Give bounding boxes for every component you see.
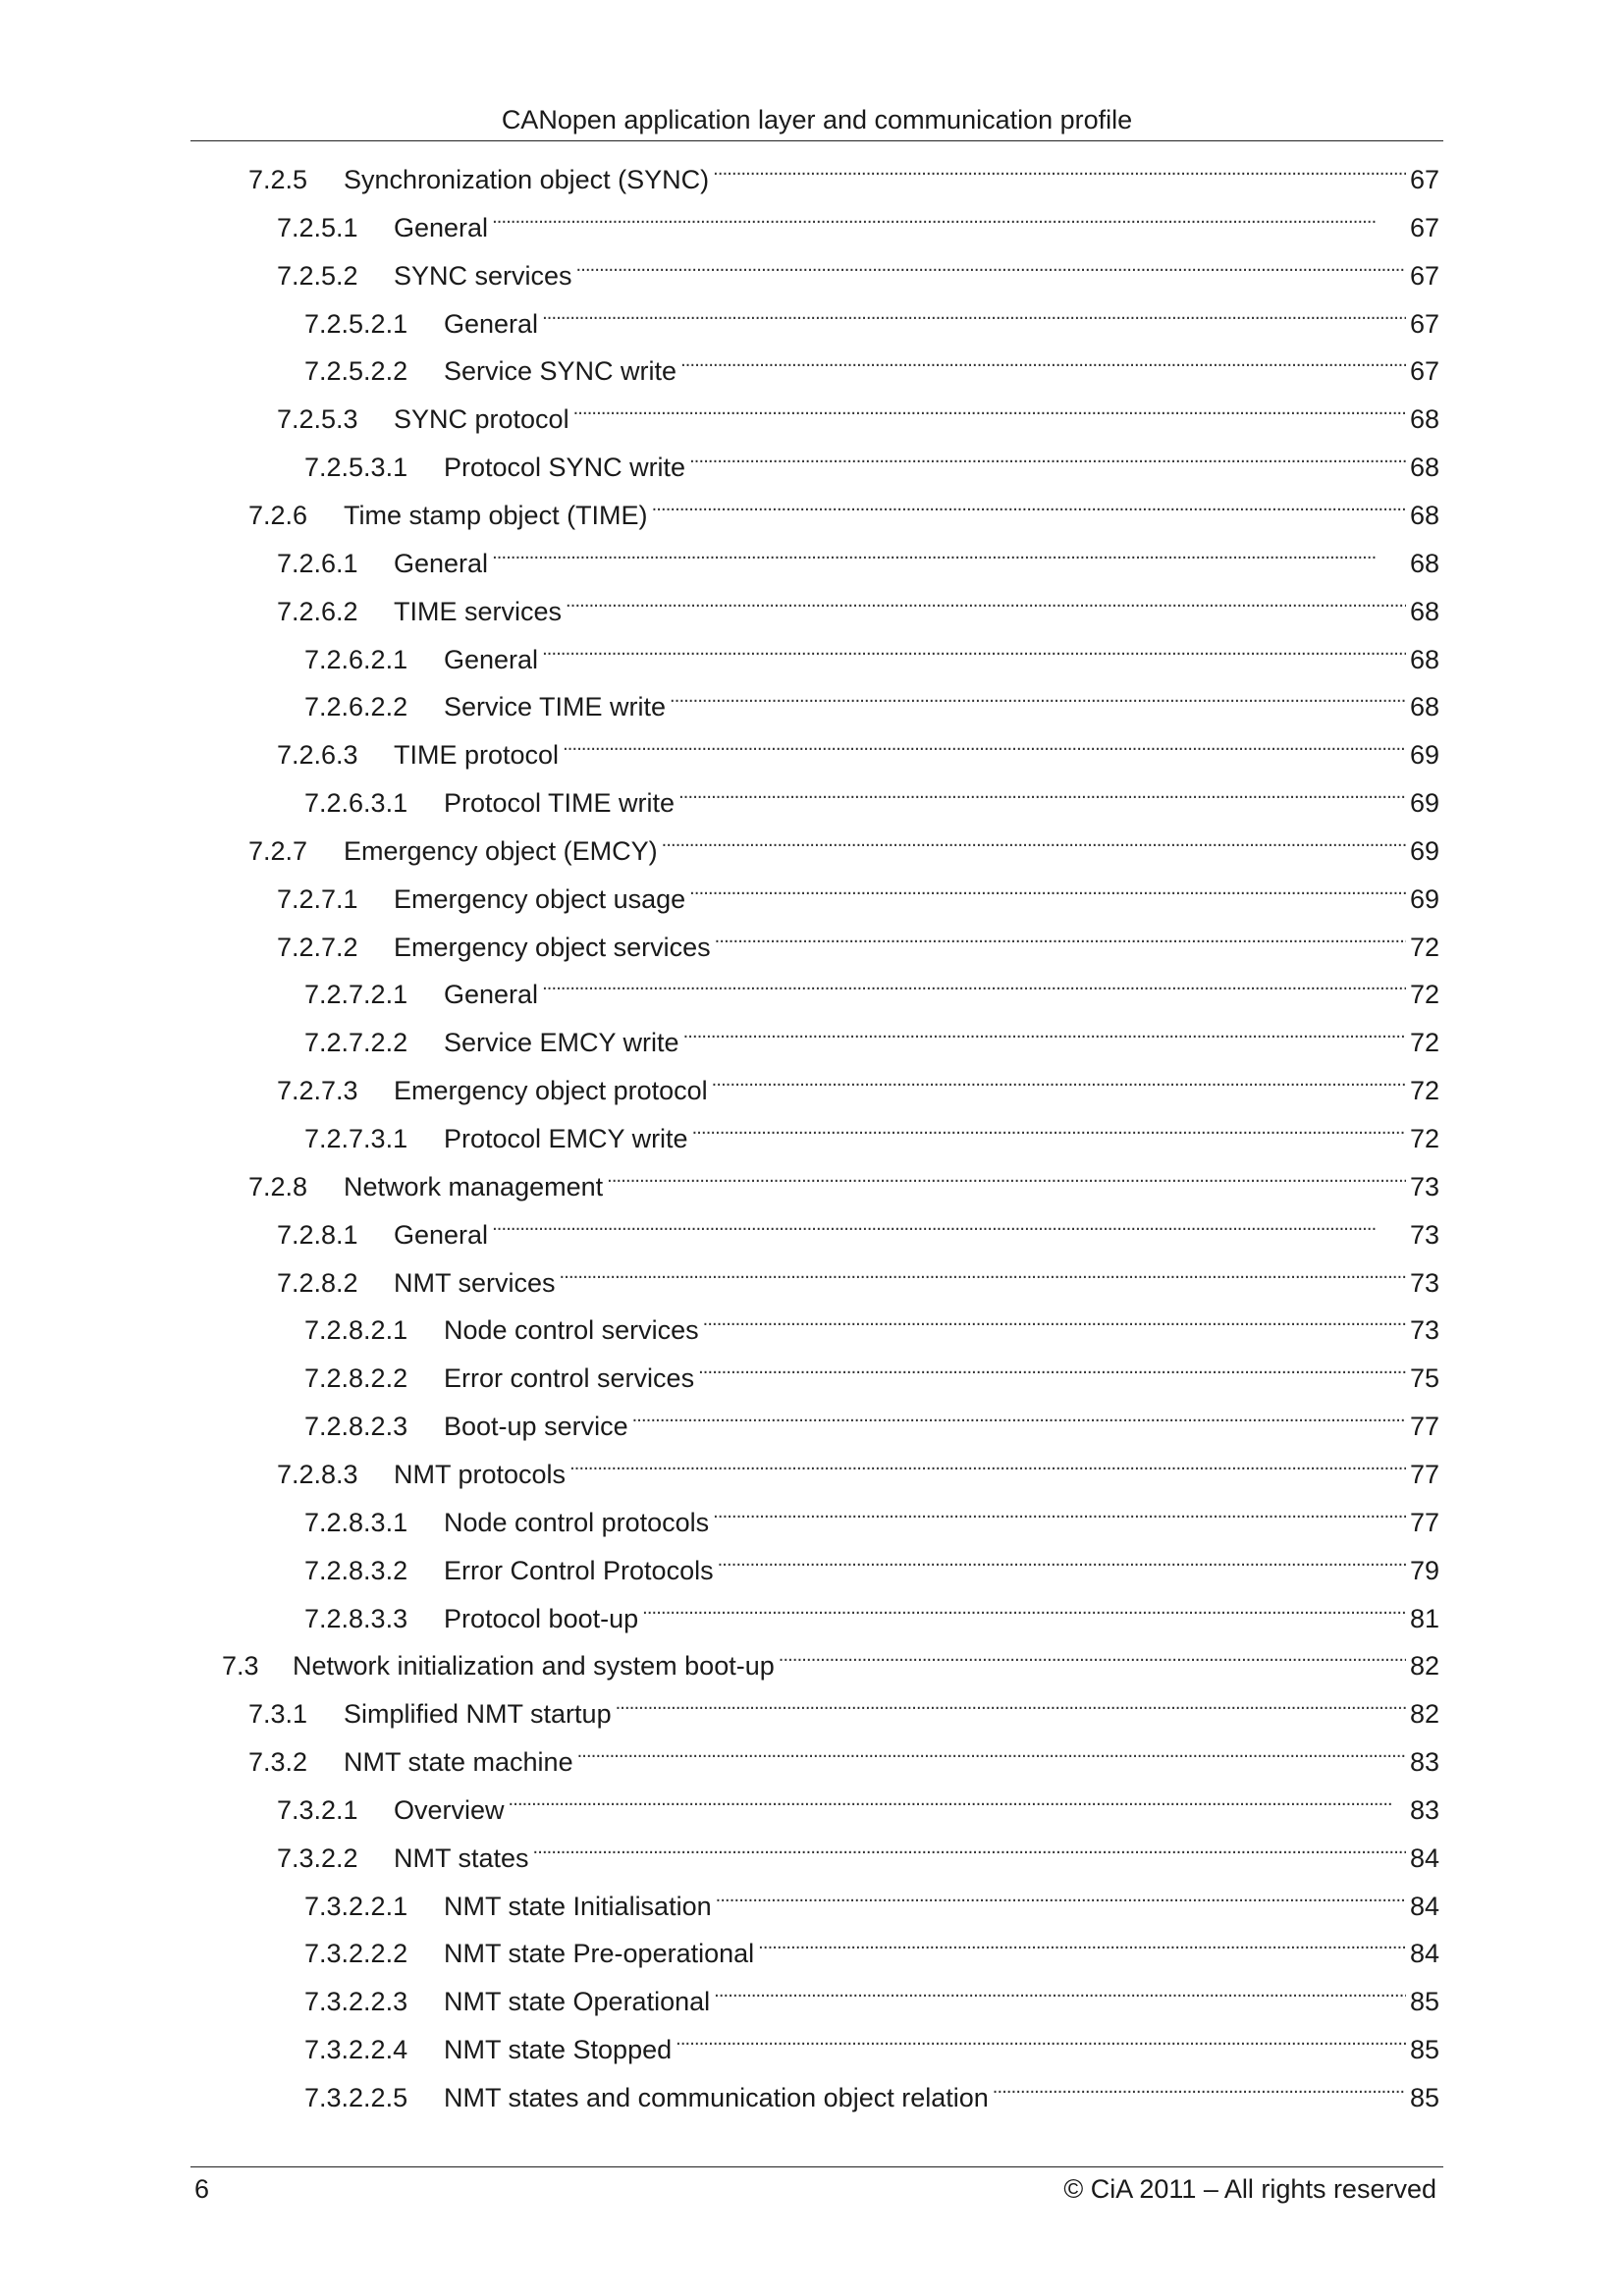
toc-page-number: 84 [1409,1939,1439,1969]
toc-dot-leader [703,1300,1406,1339]
toc-page-number: 72 [1409,1124,1439,1153]
toc-page-number: 68 [1409,453,1439,483]
toc-dot-leader [713,1492,1406,1531]
toc-page-number: 69 [1409,788,1439,819]
toc-section-number: 7.2.6.2 [277,596,358,626]
toc-dot-leader [680,341,1406,380]
toc-page-number: 72 [1409,980,1439,1010]
toc-section-title: NMT services [394,1267,556,1298]
header-rule [190,140,1443,141]
toc-dot-leader [492,1204,1406,1244]
toc-page-number: 73 [1409,1219,1439,1250]
toc-section-number: 7.2.5.1 [277,212,358,242]
toc-section-title: SYNC services [394,260,572,291]
toc-entry[interactable] [277,1253,1439,1298]
toc-section-title: Error Control Protocols [444,1555,714,1585]
toc-page-number: 77 [1409,1507,1439,1537]
toc-page-number: 85 [1409,2035,1439,2065]
toc-section-title: General [444,980,539,1010]
toc-section-title: Node control services [444,1315,699,1346]
toc-section-title: Service SYNC write [444,356,677,387]
toc-section-title: Emergency object usage [394,883,686,914]
toc-dot-leader [689,437,1406,476]
toc-page-number: 68 [1409,596,1439,626]
toc-dot-leader [689,869,1406,908]
toc-section-number: 7.2.6.1 [277,548,358,578]
toc-dot-leader [678,773,1406,812]
toc-entry[interactable] [248,1683,1439,1730]
toc-section-title: Overview [394,1794,505,1825]
toc-section-title: Service EMCY write [444,1028,679,1058]
toc-section-number: 7.2.7.2 [277,932,358,962]
toc-section-number: 7.2.7.3.1 [304,1124,408,1153]
toc-section-title: Service TIME write [444,692,667,722]
toc-section-number: 7.2.8.2.2 [304,1363,408,1394]
toc-section-number: 7.3 [222,1651,259,1682]
toc-dot-leader [577,1732,1406,1771]
toc-section-title: SYNC protocol [394,404,569,435]
toc-entry[interactable] [248,821,1439,866]
toc-section-title: NMT state Initialisation [444,1891,712,1921]
toc-dot-leader [779,1635,1406,1675]
toc-dot-leader [662,821,1406,860]
toc-section-number: 7.2.8.3.3 [304,1603,408,1633]
toc-section-title: General [394,212,489,242]
toc-entry[interactable] [248,485,1439,530]
toc-section-number: 7.2.8.3 [277,1459,358,1489]
toc-section-number: 7.2.5.2 [277,260,358,291]
toc-section-title: NMT state Operational [444,1987,711,2017]
toc-section-title: Protocol TIME write [444,788,676,819]
toc-section-title: Protocol EMCY write [444,1124,688,1153]
toc-page-number: 69 [1409,883,1439,914]
toc-section-title: NMT state machine [344,1747,573,1778]
toc-page-number: 68 [1409,500,1439,530]
toc-section-title: NMT state Pre-operational [444,1939,755,1969]
running-header: CANopen application layer and communication profile [501,105,1133,134]
toc-section-number: 7.2.6.3 [277,740,358,771]
toc-dot-leader [683,1012,1406,1051]
toc-section-title: Protocol boot-up [444,1603,639,1633]
toc-section-title: Time stamp object (TIME) [344,500,648,530]
toc-entry[interactable] [304,1012,1439,1058]
toc-entry[interactable] [304,1971,1439,2017]
toc-entry[interactable] [304,437,1439,483]
toc-section-number: 7.3.2.2 [277,1842,358,1873]
copyright-notice: © CiA 2011 – All rights reserved [1063,2174,1436,2204]
toc-section-number: 7.2.6.3.1 [304,788,408,819]
toc-section-number: 7.2.5.3 [277,404,358,435]
toc-section-number: 7.2.8.3.2 [304,1555,408,1585]
toc-dot-leader [533,1828,1406,1867]
toc-section-title: Emergency object services [394,932,711,962]
toc-section-title: General [444,308,539,339]
toc-section-number: 7.3.2.2.5 [304,2083,408,2112]
toc-dot-leader [576,245,1406,285]
page-number: 6 [194,2174,210,2204]
toc-section-number: 7.2.6.2.2 [304,692,408,722]
toc-page-number: 73 [1409,1315,1439,1346]
toc-page-number: 82 [1409,1699,1439,1730]
toc-page-number: 68 [1409,548,1439,578]
toc-section-title: Error control services [444,1363,695,1394]
toc-section-number: 7.2.5.2.2 [304,356,408,387]
toc-section-number: 7.2.7.2.2 [304,1028,408,1058]
toc-dot-leader [993,2067,1406,2107]
toc-dot-leader [542,629,1406,668]
toc-dot-leader [569,1444,1406,1483]
toc-entry[interactable] [277,1828,1439,1873]
toc-page-number: 79 [1409,1555,1439,1585]
toc-page-number: 67 [1409,260,1439,291]
toc-dot-leader [676,2019,1406,2058]
toc-entry[interactable] [304,1348,1439,1394]
toc-entry[interactable] [304,1876,1439,1921]
toc-section-number: 7.3.1 [248,1699,308,1730]
toc-page-number: 82 [1409,1651,1439,1682]
toc-dot-leader [616,1683,1406,1723]
toc-page-number: 84 [1409,1891,1439,1921]
toc-page-number: 67 [1409,165,1439,194]
toc-page-number: 73 [1409,1171,1439,1201]
toc-entry[interactable] [277,581,1439,626]
toc-entry[interactable] [277,533,1439,578]
toc-section-number: 7.2.8.2.3 [304,1412,408,1442]
toc-dot-leader [713,149,1406,188]
toc-section-number: 7.2.8.1 [277,1219,358,1250]
toc-section-title: Synchronization object (SYNC) [344,165,710,194]
toc-section-title: General [444,644,539,674]
toc-section-title: Boot-up service [444,1412,628,1442]
toc-entry[interactable] [304,676,1439,722]
toc-section-number: 7.3.2.2.1 [304,1891,408,1921]
toc-dot-leader [560,1253,1406,1292]
toc-entry[interactable] [277,245,1439,291]
toc-page-number: 67 [1409,308,1439,339]
toc-dot-leader [758,1923,1406,1962]
toc-entry[interactable] [304,1923,1439,1969]
toc-entry[interactable] [304,2019,1439,2065]
toc-dot-leader [542,964,1406,1003]
toc-page-number: 72 [1409,1028,1439,1058]
toc-dot-leader [563,724,1406,764]
toc-dot-leader [607,1156,1406,1196]
toc-page-number: 73 [1409,1267,1439,1298]
toc-section-number: 7.2.8.2 [277,1267,358,1298]
toc-entry[interactable] [304,294,1439,339]
toc-entry[interactable] [304,1540,1439,1585]
toc-entry[interactable] [277,389,1439,435]
toc-page-number: 72 [1409,932,1439,962]
toc-page-number: 83 [1409,1794,1439,1825]
toc-entry[interactable] [277,1204,1439,1250]
toc-page-number: 68 [1409,692,1439,722]
toc-section-title: Emergency object (EMCY) [344,835,658,866]
toc-section-title: NMT states and communication object relation [444,2083,989,2112]
toc-entry[interactable] [277,869,1439,914]
toc-entry[interactable] [304,773,1439,819]
toc-page-number: 83 [1409,1747,1439,1778]
toc-entry[interactable] [277,1444,1439,1489]
toc-entry[interactable] [248,1156,1439,1201]
toc-entry[interactable] [248,149,1439,194]
toc-page-number: 67 [1409,356,1439,387]
toc-entry[interactable] [304,1588,1439,1633]
toc-dot-leader [492,533,1406,572]
toc-entry[interactable] [277,197,1439,242]
toc-section-number: 7.3.2.2.4 [304,2035,408,2065]
toc-dot-leader [573,389,1406,428]
toc-dot-leader [542,294,1406,333]
toc-entry[interactable] [277,724,1439,771]
toc-page-number: 77 [1409,1412,1439,1442]
toc-dot-leader [692,1108,1406,1148]
toc-page-number: 68 [1409,404,1439,435]
toc-section-title: TIME services [394,596,563,626]
toc-section-number: 7.2.6 [248,500,308,530]
toc-section-number: 7.2.5.3.1 [304,453,408,483]
toc-section-number: 7.2.8 [248,1171,308,1201]
toc-entry[interactable] [277,1780,1439,1825]
toc-section-title: Network management [344,1171,604,1201]
toc-section-title: Simplified NMT startup [344,1699,612,1730]
toc-dot-leader [492,197,1406,237]
toc-dot-leader [716,1876,1406,1915]
toc-dot-leader [509,1780,1406,1819]
toc-page-number: 77 [1409,1459,1439,1489]
toc-page-number: 68 [1409,644,1439,674]
toc-section-number: 7.2.7.2.1 [304,980,408,1010]
toc-section-number: 7.2.7.3 [277,1076,358,1106]
footer-rule [190,2166,1443,2167]
toc-entry[interactable] [304,629,1439,674]
toc-dot-leader [718,1540,1406,1579]
toc-dot-leader [712,1060,1406,1099]
toc-dot-leader [652,485,1406,524]
toc-section-title: NMT states [394,1842,529,1873]
toc-entry[interactable] [277,1060,1439,1106]
toc-dot-leader [715,917,1406,956]
toc-section-title: NMT protocols [394,1459,567,1489]
toc-section-number: 7.2.8.3.1 [304,1507,408,1537]
toc-section-title: Emergency object protocol [394,1076,708,1106]
toc-entry[interactable] [304,1492,1439,1537]
toc-section-title: Node control protocols [444,1507,710,1537]
toc-dot-leader [566,581,1406,620]
toc-page-number: 69 [1409,835,1439,866]
toc-section-number: 7.2.5 [248,165,308,194]
toc-section-number: 7.3.2 [248,1747,308,1778]
toc-page-number: 69 [1409,740,1439,771]
toc-section-title: General [394,1219,489,1250]
toc-section-title: Network initialization and system boot-up [293,1651,775,1682]
toc-page-number: 75 [1409,1363,1439,1394]
toc-page-number: 85 [1409,2083,1439,2112]
toc-section-title: General [394,548,489,578]
toc-page-number: 84 [1409,1842,1439,1873]
toc-page-number: 72 [1409,1076,1439,1106]
toc-page-number: 67 [1409,212,1439,242]
toc-section-number: 7.3.2.1 [277,1794,358,1825]
toc-entry[interactable] [304,964,1439,1010]
toc-entry[interactable] [277,917,1439,962]
toc-dot-leader [642,1588,1406,1628]
toc-page-number: 81 [1409,1603,1439,1633]
toc-section-number: 7.2.5.2.1 [304,308,408,339]
toc-section-title: NMT state Stopped [444,2035,673,2065]
toc-section-number: 7.3.2.2.2 [304,1939,408,1969]
toc-entry[interactable] [304,1396,1439,1442]
toc-entry[interactable] [304,1300,1439,1346]
toc-section-title: TIME protocol [394,740,560,771]
toc-section-title: Protocol SYNC write [444,453,686,483]
toc-section-number: 7.2.6.2.1 [304,644,408,674]
toc-section-number: 7.2.8.2.1 [304,1315,408,1346]
toc-dot-leader [632,1396,1406,1435]
toc-entry[interactable] [304,2067,1439,2112]
toc-section-number: 7.2.7.1 [277,883,358,914]
toc-section-number: 7.3.2.2.3 [304,1987,408,2017]
toc-dot-leader [698,1348,1406,1387]
toc-dot-leader [670,676,1406,716]
toc-section-number: 7.2.7 [248,835,308,866]
toc-entry[interactable] [222,1635,1439,1682]
toc-entry[interactable] [304,341,1439,387]
toc-dot-leader [714,1971,1406,2010]
toc-entry[interactable] [304,1108,1439,1153]
toc-entry[interactable] [248,1732,1439,1778]
toc-page-number: 85 [1409,1987,1439,2017]
